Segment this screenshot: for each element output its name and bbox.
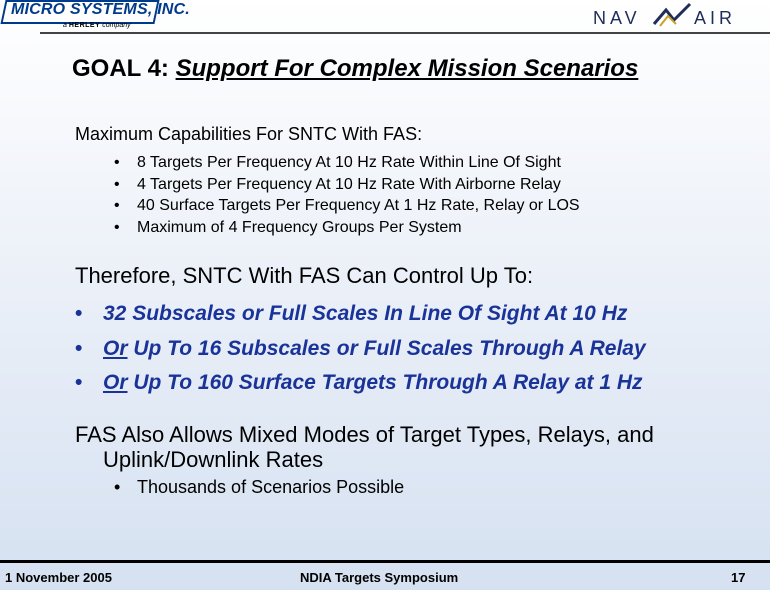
list-item: • Thousands of Scenarios Possible: [137, 477, 404, 498]
list-item: • 32 Subscales or Full Scales In Line Of Sight At 10 Hz: [103, 297, 646, 332]
page-number: 17: [731, 570, 746, 585]
logo-left-subtitle: a HERLEY company: [63, 22, 131, 29]
logo-left-text: MICRO SYSTEMS, INC.: [11, 1, 190, 18]
capabilities-heading: Maximum Capabilities For SNTC With FAS:: [75, 124, 423, 144]
scenarios-list: [137, 477, 404, 498]
navair-logo: [590, 2, 760, 30]
fas-paragraph: FAS Also Allows Mixed Modes of Target Types, Relays, and Uplink/Downlink Rates: [75, 422, 654, 472]
navair-wing-icon: [652, 2, 692, 30]
list-item: • 4 Targets Per Frequency At 10 Hz Rate With Airborne Relay: [137, 174, 580, 196]
micro-systems-logo: [3, 0, 190, 34]
therefore-heading: Therefore, SNTC With FAS Can Control Up To:: [75, 263, 534, 288]
slide-title-emphasis: Support For Complex Mission Scenarios: [175, 55, 639, 82]
footer-date: 1 November 2005: [5, 570, 112, 585]
footer-event: NDIA Targets Symposium: [300, 570, 459, 585]
list-item: • Maximum of 4 Frequency Groups Per System: [137, 217, 580, 239]
list-item: • Or Up To 16 Subscales or Full Scales Through A Relay: [103, 332, 646, 367]
list-item: • Or Up To 160 Surface Targets Through A Relay at 1 Hz: [103, 366, 646, 401]
footer-divider: [0, 560, 770, 563]
list-item: • 8 Targets Per Frequency At 10 Hz Rate Within Line Of Sight: [137, 152, 580, 174]
slide-title: GOAL 4: Support For Complex Mission Scenarios: [72, 55, 639, 82]
list-item: • 40 Surface Targets Per Frequency At 1 Hz Rate, Relay or LOS: [137, 195, 580, 217]
control-list: [103, 297, 646, 401]
capabilities-list: [137, 152, 580, 238]
navair-logo-left: NAV: [593, 8, 641, 28]
navair-logo-right: AIR: [694, 8, 737, 28]
header-divider: [40, 32, 770, 34]
